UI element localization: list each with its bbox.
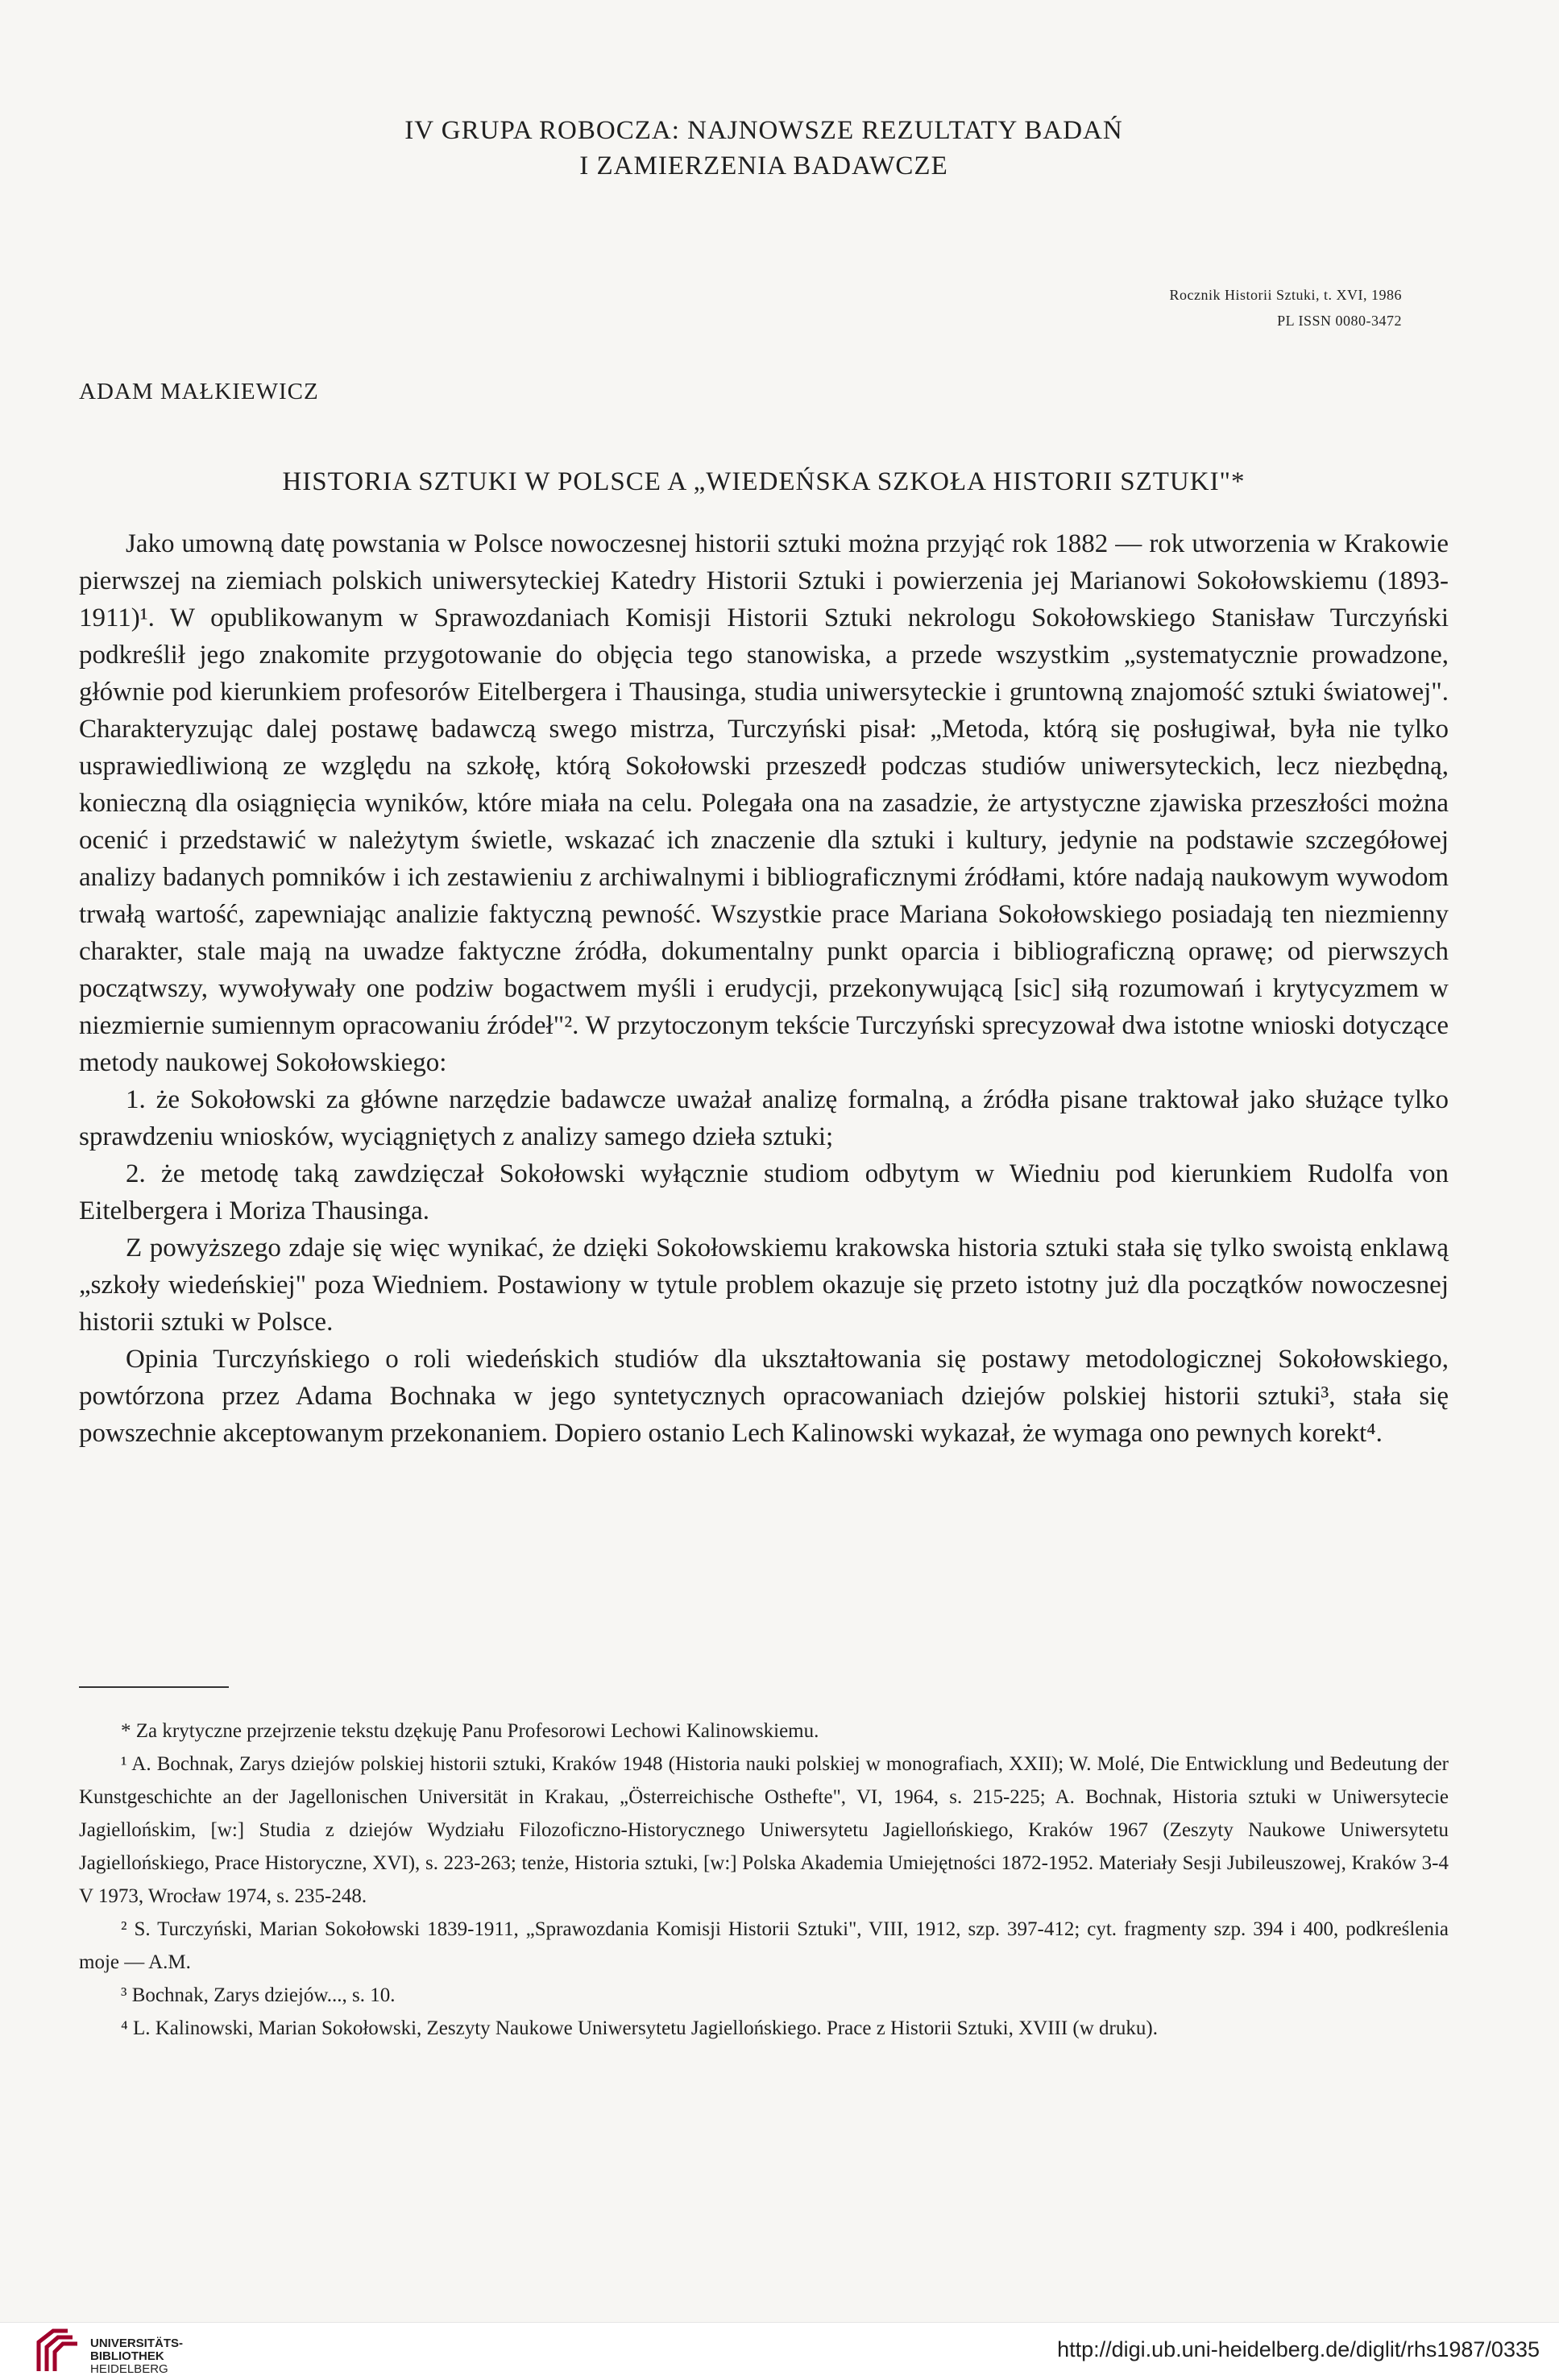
library-name-line-1: UNIVERSITÄTS- [90, 2336, 184, 2350]
footnote-divider [79, 1686, 229, 1688]
journal-line: Rocznik Historii Sztuki, t. XVI, 1986 [1169, 287, 1402, 303]
body-list-item: 1. że Sokołowski za główne narzędzie badawcze uważał analizę formalną, a źródła pisane traktował jako służące tylko sprawdzeniu wniosków, wyciągniętych z analizy samego dzieła sztuki; [79, 1085, 1449, 1151]
section-heading-line-1: IV GRUPA ROBOCZA: NAJNOWSZE REZULTATY BADAŃ [404, 116, 1123, 145]
page-content [79, 113, 1449, 2039]
section-heading-line-2: I ZAMIERZENIA BADAWCZE [579, 151, 948, 180]
footnote: ¹ A. Bochnak, Zarys dziejów polskiej historii sztuki, Kraków 1948 (Historia nauki polskiej w monografiach, XXII); W. Molé, Die Entwicklung und Bedeutung der Kunstgeschichte an der Jagellonischen Universität in Krakau, „Österreichische Osthefte", VI, 1964, s. 215-225; A. Bochnak, Historia sztuki w Uniwersytecie Jagiellońskim, [w:] Studia z dziejów Wydziału Filozoficzno-Historycznego Uniwersytetu Jagiellońskiego, Kraków 1967 (Zeszyty Naukowe Uniwersytetu Jagiellońskiego, Prace Historyczne, XVI), s. 223-263; tenże, Historia sztuki, [w:] Polska Akademia Umiejętności 1872-1952. Materiały Sesji Jubileuszowej, Kraków 3-4 V 1973, Wrocław 1974, s. 235-248. [79, 1753, 1449, 1907]
permalink-url[interactable]: http://digi.ub.uni-heidelberg.de/diglit/rhs1987/0335 [1057, 2337, 1540, 2361]
library-name-line-3: HEIDELBERG [90, 2362, 168, 2376]
section-heading [79, 113, 1449, 184]
body-paragraph: Opinia Turczyńskiego o roli wiedeńskich studiów dla ukształtowania się postawy metodologicznej Sokołowskiego, powtórzona przez Adama Bochnaka w jego syntetycznych opracowaniach dziejów polskiej historii sztuki³, stała się powszechnie akceptowanym przekonaniem. Dopiero ostanio Lech Kalinowski wykazał, że wymaga ono pewnych korekt⁴. [79, 1345, 1449, 1448]
article-body [79, 525, 1449, 1452]
library-logo-icon [34, 2328, 82, 2374]
body-list-item: 2. że metodę taką zawdzięczał Sokołowski wyłącznie studiom odbytym w Wiedniu pod kierunkiem Rudolfa von Eitelbergera i Moriza Thausinga. [79, 1159, 1449, 1225]
footnote: * Za krytyczne przejrzenie tekstu dzękuję Panu Profesorowi Lechowi Kalinowskiemu. [121, 1720, 819, 1742]
body-paragraph: Jako umowną datę powstania w Polsce nowoczesnej historii sztuki można przyjąć rok 1882 — rok utworzenia w Krakowie pierwszej na ziemiach polskich uniwersyteckiej Katedry Historii Sztuki i powierzenia jej Marianowi Sokołowskiemu (1893-1911)¹. W opublikowanym w Sprawozdaniach Komisji Historii Sztuki nekrologu Sokołowskiego Stanisław Turczyński podkreślił jego znakomite przygotowanie do objęcia tego stanowiska, a przede wszystkim „systematycznie prowadzone, głównie pod kierunkiem profesorów Eitelbergera i Thausinga, studia uniwersyteckie i gruntowną znajomość sztuki światowej". Charakteryzując dalej postawę badawczą swego mistrza, Turczyński pisał: „Metoda, którą się posługiwał, była nie tylko usprawiedliwioną ze względu na szkołę, którą Sokołowski przeszedł podczas studiów uniwersyteckich, lecz niezbędną, konieczną dla osiągnięcia wyników, które miała na celu. Polegała ona na zasadzie, że artystyczne zjawiska przeszłości można ocenić i przedstawić w należytym świetle, wskazać ich znaczenie dla sztuki i kultury, jedynie na podstawie szczegółowej analizy badanych pomników i ich zestawieniu z archiwalnymi i bibliograficznymi źródłami, które nadają naukowym wywodom trwałą wartość, zapewniając analizie faktyczną pewność. Wszystkie prace Mariana Sokołowskiego posiadają ten niezmienny charakter, stale mają na uwadze faktyczne źródła, dokumentalny punkt oparcia i bibliograficzną oprawę; od pierwszych początwszy, wywoływały one podziw bogactwem myśli i erudycji, przekonywującą [sic] siłą rozumowań i krytycyzmem w niezmiernie sumiennym opracowaniu źródeł"². W przytoczonym tekście Turczyński sprecyzował dwa istotne wnioski dotyczące metody naukowej Sokołowskiego: [79, 529, 1449, 1077]
footnotes [79, 1715, 1449, 2045]
footnote: ⁴ L. Kalinowski, Marian Sokołowski, Zeszyty Naukowe Uniwersytetu Jagiellońskiego. Prace z Historii Sztuki, XVIII (w druku). [121, 2017, 1158, 2039]
footnote: ³ Bochnak, Zarys dziejów..., s. 10. [121, 1984, 396, 2006]
library-name-line-2: BIBLIOTHEK [90, 2349, 164, 2363]
journal-metadata [1112, 282, 1402, 334]
issn-line: PL ISSN 0080-3472 [1277, 313, 1402, 329]
article-title: HISTORIA SZTUKI W POLSCE A „WIEDEŃSKA SZKOŁA HISTORII SZTUKI"* [282, 467, 1246, 496]
body-paragraph: Z powyższego zdaje się więc wynikać, że dzięki Sokołowskiemu krakowska historia sztuki stała się tylko swoistą enklawą „szkoły wiedeńskiej" poza Wiedniem. Postawiony w tytule problem okazuje się przeto istotny już dla początków nowoczesnej historii sztuki w Polsce. [79, 1234, 1449, 1337]
viewer-footer [0, 2322, 1559, 2380]
library-name [90, 2337, 183, 2376]
article-author: ADAM MAŁKIEWICZ [79, 379, 319, 404]
footnote: ² S. Turczyński, Marian Sokołowski 1839-1911, „Sprawozdania Komisji Historii Sztuki", VIII, 1912, szp. 397-412; cyt. fragmenty szp. 394 i 400, podkreślenia moje — A.M. [79, 1918, 1449, 1973]
